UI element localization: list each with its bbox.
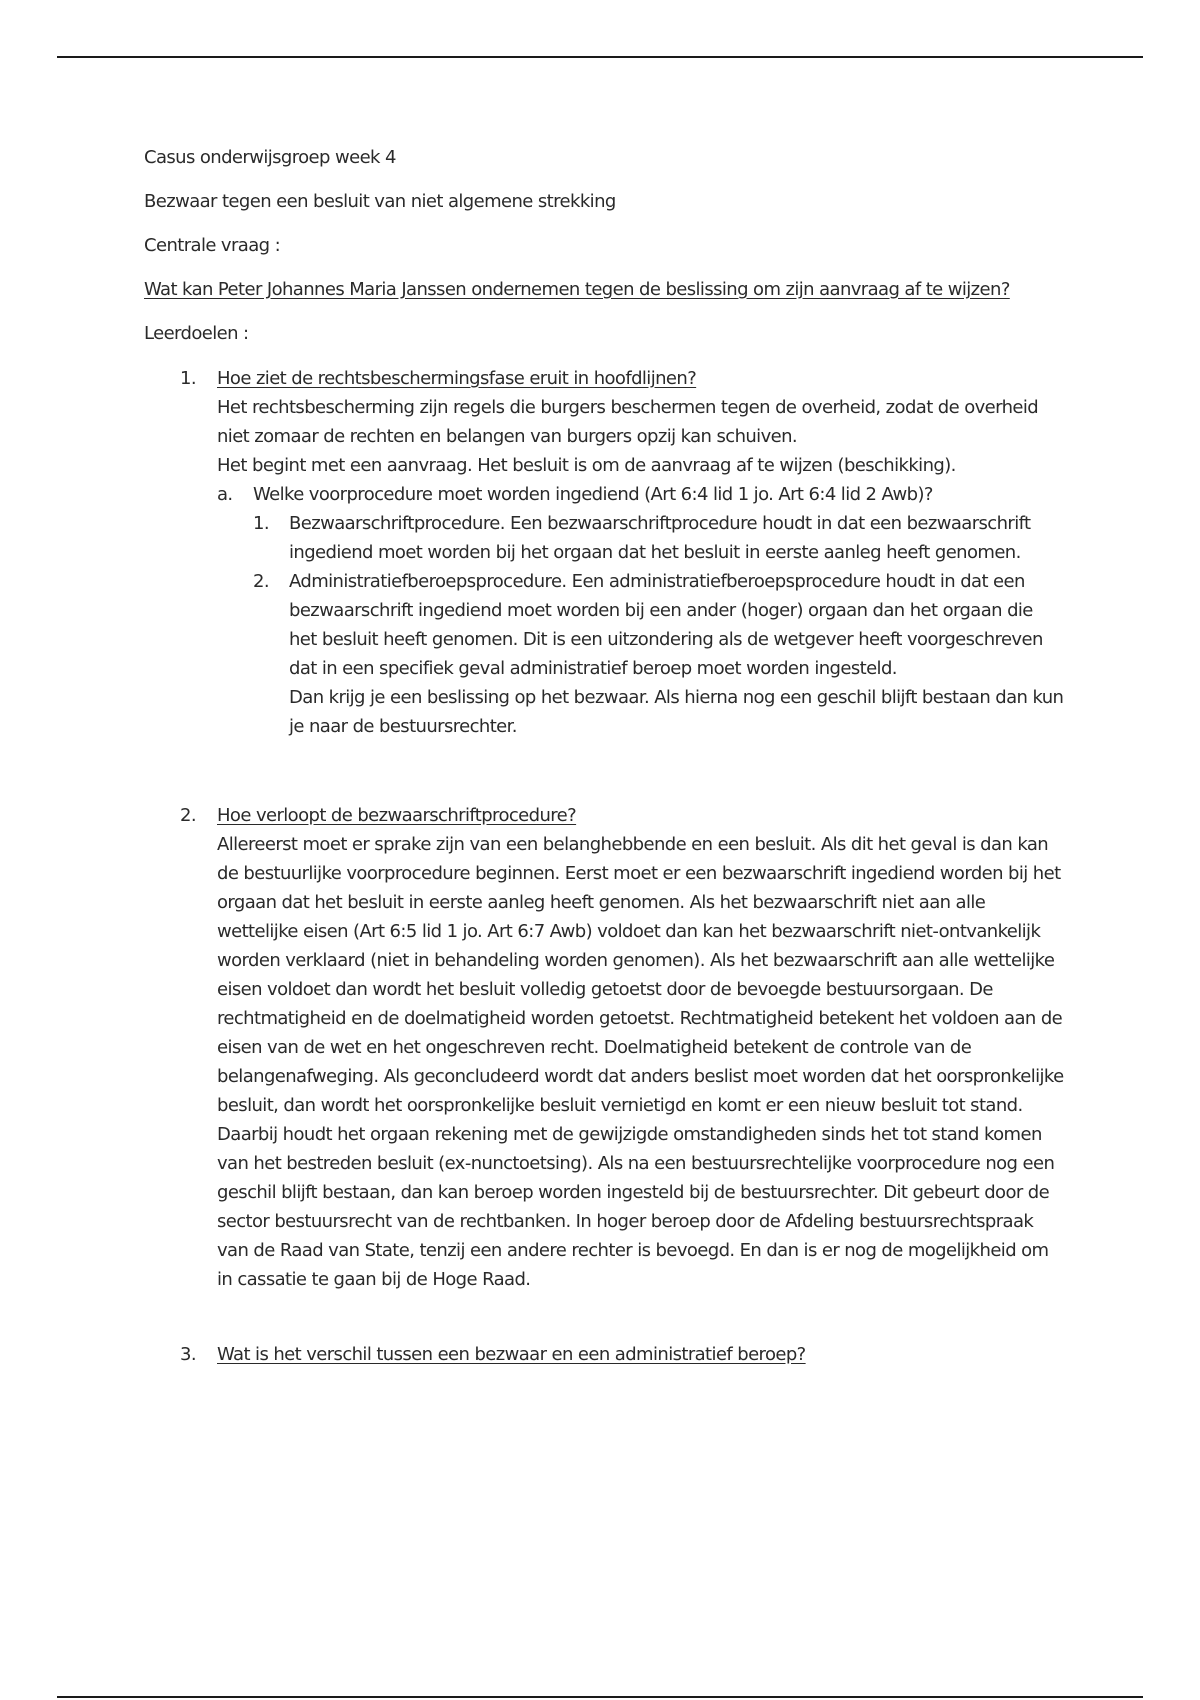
list-letter: a. [217,484,233,505]
learning-goal-2 [180,801,1064,1294]
bottom-rule [57,1696,1143,1698]
procedure-text: Administratiefberoepsprocedure. Een administratiefberoepsprocedure houdt in dat een bezwaarschrift ingediend moet worden bij een ander (hoger) orgaan dan het orgaan die het besluit heeft genomen. Dit is een uitzondering als de wetgever heeft voorgeschreven dat in een specifiek geval administratief beroep moet worden ingesteld. [289,571,1043,679]
list-number: 1. [180,368,196,389]
list-number: 2. [180,805,196,826]
central-question-label: Centrale vraag : [144,235,281,256]
procedure-item-2 [253,567,1064,741]
procedure-extra-text: Dan krijg je een beslissing op het bezwaar. Als hierna nog een geschil blijft bestaan dan kun je naar de bestuursrechter. [289,687,1064,737]
top-rule [57,56,1143,58]
central-question: Wat kan Peter Johannes Maria Janssen ondernemen tegen de beslissing om zijn aanvraag af te wijzen? [144,279,1010,300]
list-number: 1. [253,513,269,534]
procedure-item-1 [253,509,1064,567]
sub-question-text: Welke voorprocedure moet worden ingediend (Art 6:4 lid 1 jo. Art 6:4 lid 2 Awb)? [253,484,933,505]
sub-question-a [217,480,1064,741]
learning-goal-1 [180,364,1064,741]
document-subtitle: Bezwaar tegen een besluit van niet algemene strekking [144,191,616,212]
document-title: Casus onderwijsgroep week 4 [144,147,396,168]
learning-goal-3 [180,1340,1064,1369]
learning-goal-heading: Hoe verloopt de bezwaarschriftprocedure? [217,805,577,826]
procedure-text: Bezwaarschriftprocedure. Een bezwaarschriftprocedure houdt in dat een bezwaarschrift ingediend moet worden bij het orgaan dat het besluit in eerste aanleg heeft genomen. [289,513,1031,563]
list-number: 2. [253,571,269,592]
document-body [144,143,1064,1369]
list-number: 3. [180,1344,196,1365]
learning-goals-label: Leerdoelen : [144,323,249,344]
learning-goal-heading: Wat is het verschil tussen een bezwaar en een administratief beroep? [217,1344,806,1365]
paragraph: Het begint met een aanvraag. Het besluit is om de aanvraag af te wijzen (beschikking). [217,455,956,476]
paragraph: Allereerst moet er sprake zijn van een belanghebbende en een besluit. Als dit het geval is dan kan de bestuurlijke voorprocedure beginnen. Eerst moet er een bezwaarschrift ingediend worden bij het orgaan dat het besluit in eerste aanleg heeft genomen. Als het bezwaarschrift niet aan alle wettelijke eisen (Art 6:5 lid 1 jo. Art 6:7 Awb) voldoet dan kan het bezwaarschrift niet-ontvankelijk worden verklaard (niet in behandeling worden genomen). Als het bezwaarschrift aan alle wettelijke eisen voldoet dan wordt het besluit volledig getoetst door de bevoegde bestuursorgaan. De rechtmatigheid en de doelmatigheid worden getoetst. Rechtmatigheid betekent het voldoen aan de eisen van de wet en het ongeschreven recht. Doelmatigheid betekent de controle van de belangenafweging. Als geconcludeerd wordt dat anders beslist moet worden dat het oorspronkelijke besluit, dan wordt het oorspronkelijke besluit vernietigd en komt er een nieuw besluit tot stand. Daarbij houdt het orgaan rekening met de gewijzigde omstandigheden sinds het tot stand komen van het bestreden besluit (ex-nunctoetsing). Als na een bestuursrechtelijke voorprocedure nog een geschil blijft bestaan, dan kan beroep worden ingesteld bij de bestuursrechter. Dit gebeurt door de sector bestuursrecht van de rechtbanken. In hoger beroep door de Afdeling bestuursrechtspraak van de Raad van State, tenzij een andere rechter is bevoegd. En dan is er nog de mogelijkheid om in cassatie te gaan bij de Hoge Raad. [217,834,1064,1290]
paragraph: Het rechtsbescherming zijn regels die burgers beschermen tegen de overheid, zodat de overheid niet zomaar de rechten en belangen van burgers opzij kan schuiven. [217,397,1039,447]
learning-goal-heading: Hoe ziet de rechtsbeschermingsfase eruit in hoofdlijnen? [217,368,697,389]
